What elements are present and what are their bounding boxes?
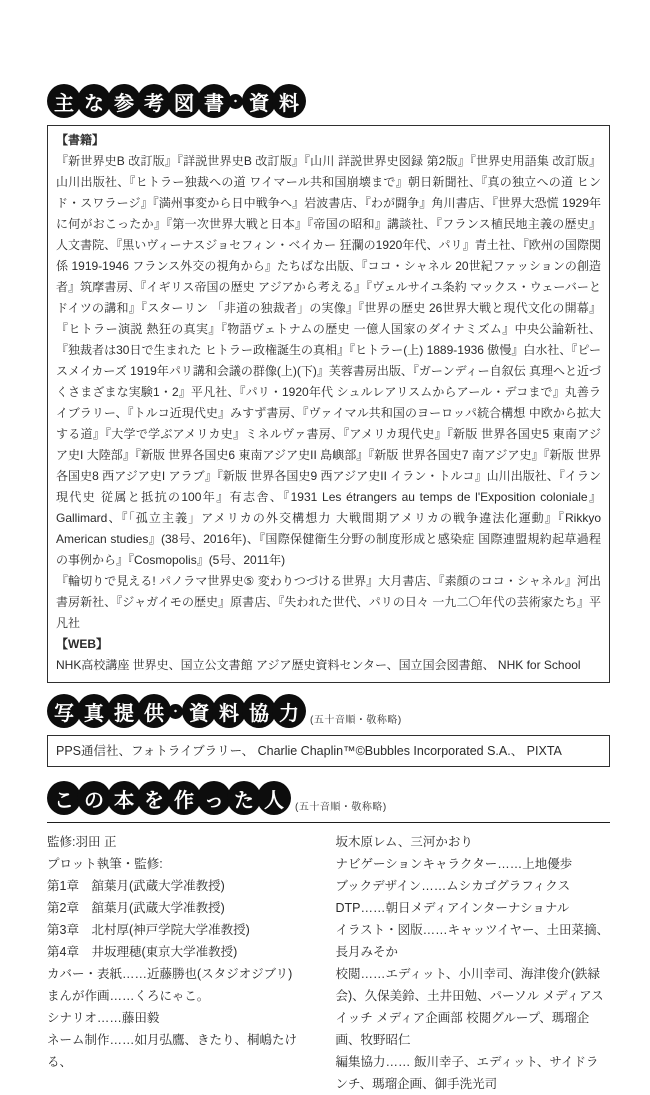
credit-line: ブックデザイン……ムシカゴグラフィクス: [335, 879, 571, 893]
credit-line: シナリオ……藤田毅: [47, 1011, 160, 1025]
heading-circle-char: 図: [167, 84, 201, 118]
heading-circle-char: 資: [242, 84, 276, 118]
references-box: [47, 125, 610, 683]
credit-line: 校閲……エディット、小川幸司、海津俊介(鉄緑会)、久保美鈴、土井田勉、パーソル メディアスイッチ メディア企画部 校閲グループ、瑪瑠企画、牧野昭仁: [335, 967, 604, 1047]
web-label: 【WEB】: [56, 637, 108, 651]
credit-line: 第2章 舘葉月(武蔵大学准教授): [47, 901, 225, 915]
books-paragraph-1: 『新世界史B 改訂版』『詳説世界史B 改訂版』『山川 詳説世界史図録 第2版』『世界史用語集 改訂版』山川出版社、『ヒトラー独裁への道 ワイマール共和国崩壊まで』朝日新聞社、『真の独立への道 ヒンド・スワラージ』『満州事変から日中戦争へ』岩波書店、『わが闘争』角川書店、『世界大恐慌 1929年に何がおこったか』『第一次世界大戦と日本』『帝国の昭和』講談社、『フランス植民地主義の歴史』人文書院、『黒いヴィーナスジョセフィン・ベイカー 狂瀾の1920年代、パリ』青土社、『欧州の国際関係 1919-1946 フランス外交の視角から』たちばな出版、『ココ・シャネル 20世紀ファッションの創造者』筑摩書房、『イギリス帝国の歴史 アジアから考える』『ヴェルサイユ条約 マックス・ウェーバーとドイツの講和』『スターリン 「非道の独裁者」の実像』『世界の歴史 26世界大戦と現代文化の開幕』『ヒトラー演説 熱狂の真実』『物語ヴェトナムの歴史 一億人国家のダイナミズム』中央公論新社、『独裁者は30日で生まれた ヒトラー政権誕生の真相』『ヒトラー(上) 1889-1936 傲慢』白水社、『ピースメイカーズ 1919年パリ講和会議の群像(上)(下)』芙蓉書房出版、『ガーンディー自叙伝 真理へと近づくさまざまな実験1・2』平凡社、『パリ・1920年代 シュルレアリスムからアール・デコまで』丸善ライブラリー、『トルコ近現代史』みすず書房、『ヴァイマル共和国のヨーロッパ統合構想 中欧から拡大する道』『大学で学ぶアメリカ史』ミネルヴァ書房、『アメリカ現代史』『新版 世界各国史5 東南アジア史I 大陸部』『新版 世界各国史6 東南アジア史II 島嶼部』『新版 世界各国史7 南アジア史』『新版 世界各国史8 西アジア史I アラブ』『新版 世界各国史9 西アジア史II イラン・トルコ』山川出版社、『イラン現代史 従属と抵抗の100年』有志舎、『1931 Les étrangers au temps de l'Exposition coloniale』 Gallimard、『「孤立主義」アメリカの外交構想力 大戦間期アメリカの戦争違法化運動』『Rikkyo American studies』(38号、2016年)、『国際保健衛生分野の制度形成と感染症 国際連盟規約起草過程の事例から』『Cosmopolis』(5号、2011年): [56, 154, 601, 567]
heading-circle-char: 真: [77, 694, 111, 728]
heading-circle-char: 考: [137, 84, 171, 118]
credit-line: 坂木原レム、三河かおり: [335, 835, 473, 849]
credit-line: DTP……朝日メディアインターナショナル: [335, 901, 570, 915]
books-paragraph-2: 『輪切りで見える! パノラマ世界史⑤ 変わりつづける世界』大月書店、『素顔のココ・シャネル』河出書房新社、『ジャガイモの歴史』原書店、『失われた世代、パリの日々 一九二〇年代の芸術家たち』平凡社: [56, 574, 601, 630]
credit-line: ナビゲーションキャラクター……上地優歩: [335, 857, 573, 871]
heading-circle-char: 作: [167, 781, 201, 815]
heading-circle-char: な: [77, 84, 111, 118]
references-heading: [47, 84, 610, 118]
heading-dot-icon: ・: [168, 704, 183, 719]
photo-credits-heading: [47, 694, 610, 728]
photo-credits-box: [47, 735, 610, 767]
credit-line: 監修:羽田 正: [47, 835, 117, 849]
makers-left-column: [47, 831, 322, 1095]
credit-line: 第3章 北村厚(神戸学院大学准教授): [47, 923, 250, 937]
photo-credits-note: (五十音順・敬称略): [310, 715, 402, 726]
heading-circle-char: 人: [257, 781, 291, 815]
makers-note: (五十音順・敬称略): [295, 802, 387, 813]
heading-circle-char: 写: [47, 694, 81, 728]
heading-circle-char: の: [77, 781, 111, 815]
credit-line: まんが作画……くろにゃこ。: [47, 989, 210, 1003]
heading-circle-char: 資: [182, 694, 216, 728]
heading-circle-char: 参: [107, 84, 141, 118]
heading-circle-char: 力: [272, 694, 306, 728]
divider-rule: [47, 822, 610, 823]
heading-circle-char: こ: [47, 781, 81, 815]
credit-line: 編集協力…… 飯川幸子、エディット、サイドランチ、瑪瑠企画、御手洗光司: [335, 1055, 599, 1091]
section-references: [47, 84, 610, 683]
credit-line: 第1章 舘葉月(武蔵大学准教授): [47, 879, 225, 893]
heading-circle-char: 本: [107, 781, 141, 815]
heading-circle-char: 料: [212, 694, 246, 728]
credit-line: プロット執筆・監修:: [47, 857, 163, 871]
heading-dot-icon: ・: [228, 94, 243, 109]
credit-line: イラスト・図版……キャッツイヤー、土田菜摘、長月みそか: [335, 923, 610, 959]
heading-circle-char: 料: [272, 84, 306, 118]
section-photo-credits: [47, 694, 610, 767]
section-makers: [47, 781, 610, 1095]
photo-credits-text: PPS通信社、フォトライブラリー、 Charlie Chaplin™©Bubbles Incorporated S.A.、 PIXTA: [56, 744, 562, 758]
web-paragraph: NHK高校講座 世界史、国立公文書館 アジア歴史資料センター、国立国会図書館、 NHK for School: [56, 658, 581, 672]
heading-circle-char: 協: [242, 694, 276, 728]
heading-circle-char: 書: [197, 84, 231, 118]
credit-line: 第4章 井坂理穂(東京大学准教授): [47, 945, 238, 959]
heading-circle-char: を: [137, 781, 171, 815]
heading-circle-char: 提: [107, 694, 141, 728]
credit-line: ネーム制作……如月弘鷹、きたり、桐嶋たける、: [47, 1033, 298, 1069]
heading-circle-char: た: [227, 781, 261, 815]
heading-circle-char: 主: [47, 84, 81, 118]
makers-right-column: [336, 831, 611, 1095]
makers-columns: [47, 831, 610, 1095]
heading-circle-char: っ: [197, 781, 231, 815]
makers-heading: [47, 781, 610, 815]
books-label: 【書籍】: [56, 133, 105, 147]
credit-line: カバー・表紙……近藤勝也(スタジオジブリ): [47, 967, 293, 981]
heading-circle-char: 供: [137, 694, 171, 728]
